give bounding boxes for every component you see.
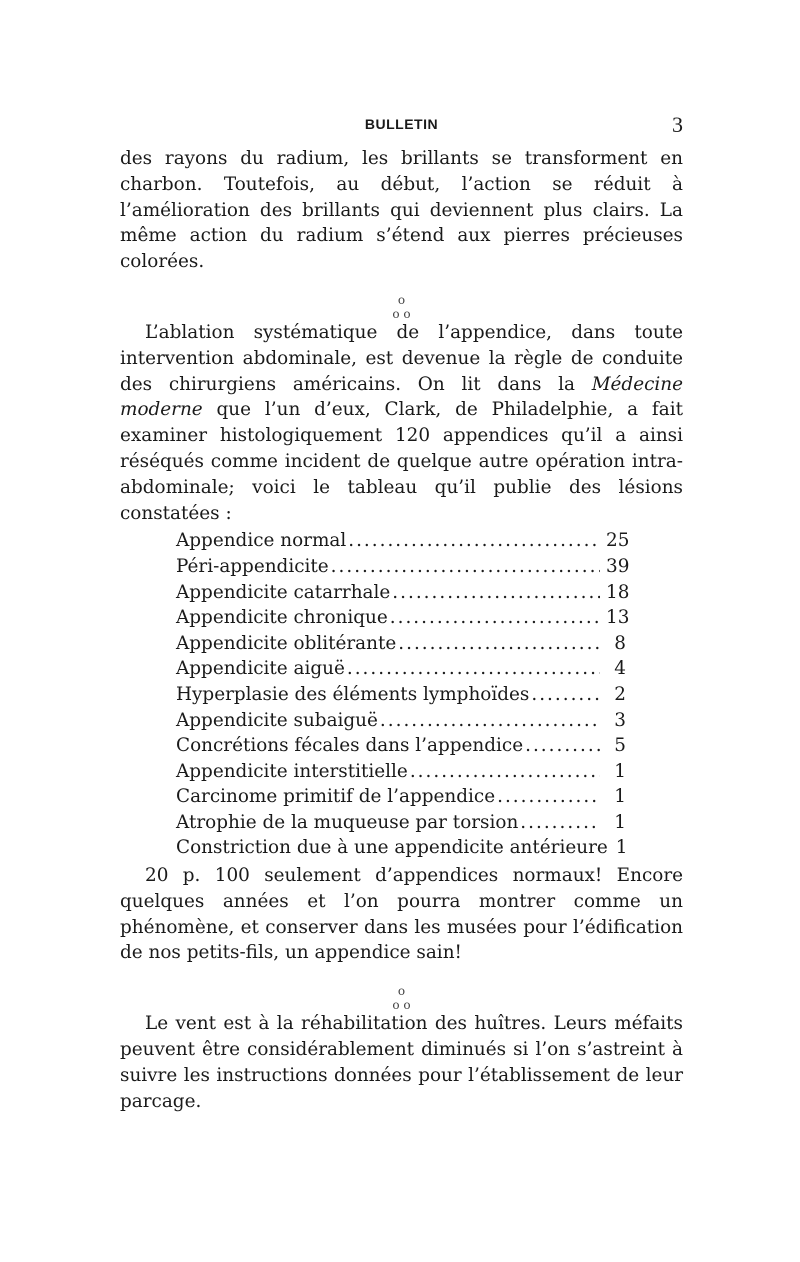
section-separator bbox=[120, 275, 683, 320]
lesion-label: Appendicite aiguë bbox=[176, 658, 345, 680]
lesion-label: Appendicite catarrhale bbox=[176, 581, 391, 603]
dot-leader bbox=[531, 682, 600, 708]
lesion-row bbox=[176, 810, 626, 836]
lesion-count: 3 bbox=[614, 709, 626, 731]
dot-leader bbox=[520, 810, 600, 836]
lesion-label: Atrophie de la muqueuse par torsion bbox=[176, 811, 519, 833]
lesion-row bbox=[176, 605, 630, 631]
lesion-count: 13 bbox=[606, 607, 630, 629]
separator-bottom-2: o o bbox=[392, 998, 411, 1013]
lesion-label: Hyperplasie des éléments lymphoïdes bbox=[176, 683, 530, 705]
header-title: BULLETIN bbox=[364, 116, 439, 132]
lesion-table bbox=[176, 528, 630, 861]
lesion-label: Péri-appendicite bbox=[176, 555, 329, 577]
paragraph-appendice-after: que l’un d’eux, Clark, de Philadelphie, a fait examiner histologiquement 120 appendices qu’il a ainsi réséqués comme incident de quelque autre opération intra-abdominale; voici le tableau qu’il publie des lésions constatées : bbox=[120, 399, 683, 524]
lesion-label: Constriction due à une appendicite antérieure bbox=[176, 837, 608, 859]
lesion-row bbox=[176, 733, 626, 759]
section-separator-2 bbox=[120, 966, 683, 1011]
lesion-count: 18 bbox=[606, 581, 630, 603]
dot-leader bbox=[525, 733, 600, 759]
separator-top-2: o bbox=[397, 984, 406, 999]
lesion-count: 39 bbox=[606, 555, 630, 577]
dot-leader bbox=[331, 554, 600, 580]
paragraph-appendice-before: L’ablation systématique de l’appendice, dans toute intervention abdominale, est devenue la règle de conduite des chirurgiens américains. On lit dans la bbox=[120, 321, 683, 395]
dot-leader bbox=[398, 631, 600, 657]
lesion-label: Concrétions fécales dans l’appendice bbox=[176, 735, 524, 757]
paragraph-conclusion: 20 p. 100 seulement d’appendices normaux! Encore quelques années et l’on pourra montrer comme un phénomène, et conserver dans les musées pour l’édification de nos petits-fils, un appendice sain! bbox=[120, 865, 683, 964]
separator-bottom: o o bbox=[392, 306, 411, 321]
running-header bbox=[120, 112, 683, 138]
lesion-label: Appendice normal bbox=[176, 530, 347, 552]
lesion-row bbox=[176, 708, 626, 734]
lesion-count: 2 bbox=[614, 683, 626, 705]
lesion-row bbox=[176, 631, 626, 657]
lesion-count: 1 bbox=[615, 837, 628, 859]
lesion-count: 8 bbox=[614, 632, 626, 654]
lesion-row bbox=[176, 554, 630, 580]
lesion-label: Appendicite subaiguë bbox=[176, 709, 378, 731]
dot-leader bbox=[390, 605, 600, 631]
lesion-count: 1 bbox=[614, 786, 626, 808]
lesion-count: 25 bbox=[606, 530, 630, 552]
dot-leader bbox=[392, 580, 600, 606]
lesion-count: 5 bbox=[614, 735, 626, 757]
dot-leader bbox=[497, 784, 600, 810]
lesion-count: 1 bbox=[614, 760, 626, 782]
lesion-row bbox=[176, 682, 626, 708]
lesion-label: Carcinome primitif de l’appendice bbox=[176, 786, 496, 808]
page-number: 3 bbox=[672, 112, 683, 137]
lesion-row bbox=[176, 580, 630, 606]
lesion-row bbox=[176, 835, 626, 861]
lesion-label: Appendicite interstitielle bbox=[176, 760, 408, 782]
lesion-label: Appendicite oblitérante bbox=[176, 632, 397, 654]
lesion-row bbox=[176, 784, 626, 810]
page-body bbox=[120, 146, 683, 1114]
lesion-count: 4 bbox=[614, 658, 626, 680]
lesion-row bbox=[176, 759, 626, 785]
dot-leader bbox=[348, 528, 600, 554]
dot-leader bbox=[410, 759, 600, 785]
lesion-row bbox=[176, 528, 630, 554]
separator-top: o bbox=[397, 292, 406, 307]
lesion-row bbox=[176, 656, 626, 682]
paragraph-appendice bbox=[120, 320, 683, 526]
paragraph-huitres: Le vent est à la réhabilitation des huîtres. Leurs méfaits peuvent être considérablement diminués si l’on s’astreint à suivre les instructions données pour l’établissement de leur parcage. bbox=[120, 1013, 683, 1112]
journal-title: Médecine moderne bbox=[120, 373, 683, 421]
paragraph-radium: des rayons du radium, les brillants se transforment en charbon. Toutefois, au début, l’action se réduit à l’amélioration des brillants qui deviennent plus clairs. La même action du radium s’étend aux pierres précieuses colorées. bbox=[120, 148, 683, 273]
lesion-count: 1 bbox=[614, 811, 626, 833]
dot-leader bbox=[347, 656, 600, 682]
lesion-label: Appendicite chronique bbox=[176, 607, 388, 629]
dot-leader bbox=[380, 708, 600, 734]
